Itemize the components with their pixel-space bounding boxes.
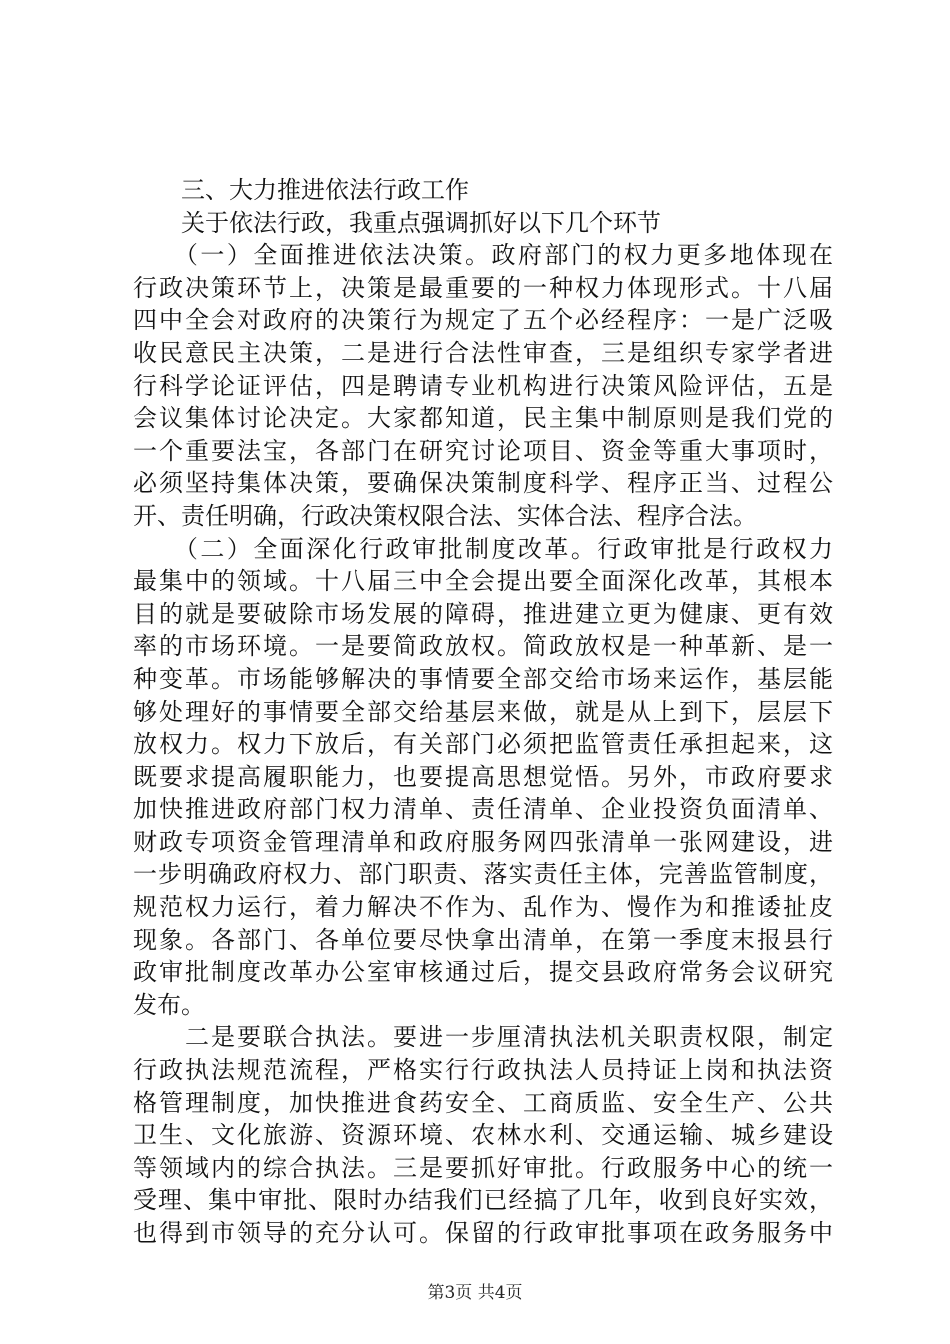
text-line: 政审批制度改革办公室审核通过后，提交县政府常务会议研究 [133,958,833,987]
text-line: 加快推进政府部门权力清单、责任清单、企业投资负面清单、 [133,795,833,824]
text-line: 格管理制度，加快推进食药安全、工商质监、安全生产、公共 [133,1088,833,1117]
text-line: 目的就是要破除市场发展的障碍，推进建立更为健康、更有效 [133,599,833,628]
text-line: （二）全面深化行政审批制度改革。行政审批是行政权力 [133,534,833,563]
text-line: 也得到市领导的充分认可。保留的行政审批事项在政务服务中 [133,1219,833,1247]
text-line: 行政决策环节上，决策是最重要的一种权力体现形式。十八届 [133,273,833,302]
text-line: 现象。各部门、各单位要尽快拿出清单，在第一季度末报县行 [133,925,833,954]
text-line: 会议集体讨论决定。大家都知道，民主集中制原则是我们党的 [133,404,833,433]
text-line: 一个重要法宝，各部门在研究讨论项目、资金等重大事项时， [133,436,833,465]
text-line: 行政执法规范流程，严格实行行政执法人员持证上岗和执法资 [133,1056,833,1085]
text-line: （一）全面推进依法决策。政府部门的权力更多地体现在 [133,241,833,270]
text-line: 种变革。市场能够解决的事情要全部交给市场来运作，基层能 [133,664,833,693]
text-line: 既要求提高履职能力，也要提高思想觉悟。另外，市政府要求 [133,762,833,791]
text-line: 发布。 [133,990,205,1019]
text-line: 一步明确政府权力、部门职责、落实责任主体，完善监管制度， [133,860,833,889]
text-line: 财政专项资金管理清单和政府服务网四张清单一张网建设，进 [133,827,833,856]
text-line: 卫生、文化旅游、资源环境、农林水利、交通运输、城乡建设 [133,1121,833,1150]
body-text [133,174,833,1250]
page-footer: 第3页 共4页 [427,1283,523,1303]
text-line: 率的市场环境。一是要简政放权。简政放权是一种革新、是一 [133,632,833,661]
text-line: 二是要联合执法。要进一步厘清执法机关职责权限，制定 [133,1023,833,1052]
text-line: 受理、集中审批、限时办结我们已经搞了几年，收到良好实效， [133,1186,833,1215]
text-line: 必须坚持集体决策，要确保决策制度科学、程序正当、过程公 [133,469,833,498]
text-line: 行科学论证评估，四是聘请专业机构进行决策风险评估，五是 [133,371,833,400]
text-line: 三、大力推进依法行政工作 [133,176,469,204]
text-line: 开、责任明确，行政决策权限合法、实体合法、程序合法。 [133,501,757,530]
text-line: 收民意民主决策，二是进行合法性审查，三是组织专家学者进 [133,338,833,367]
text-line: 规范权力运行，着力解决不作为、乱作为、慢作为和推诿扯皮 [133,893,833,922]
text-line: 等领域内的综合执法。三是要抓好审批。行政服务中心的统一 [133,1153,833,1182]
text-line: 四中全会对政府的决策行为规定了五个必经程序：一是广泛吸 [133,306,833,335]
text-line: 最集中的领域。十八届三中全会提出要全面深化改革，其根本 [133,567,833,596]
text-line: 关于依法行政，我重点强调抓好以下几个环节 [133,208,661,237]
text-line: 够处理好的事情要全部交给基层来做，就是从上到下，层层下 [133,697,833,726]
text-line: 放权力。权力下放后，有关部门必须把监管责任承担起来，这 [133,730,833,759]
